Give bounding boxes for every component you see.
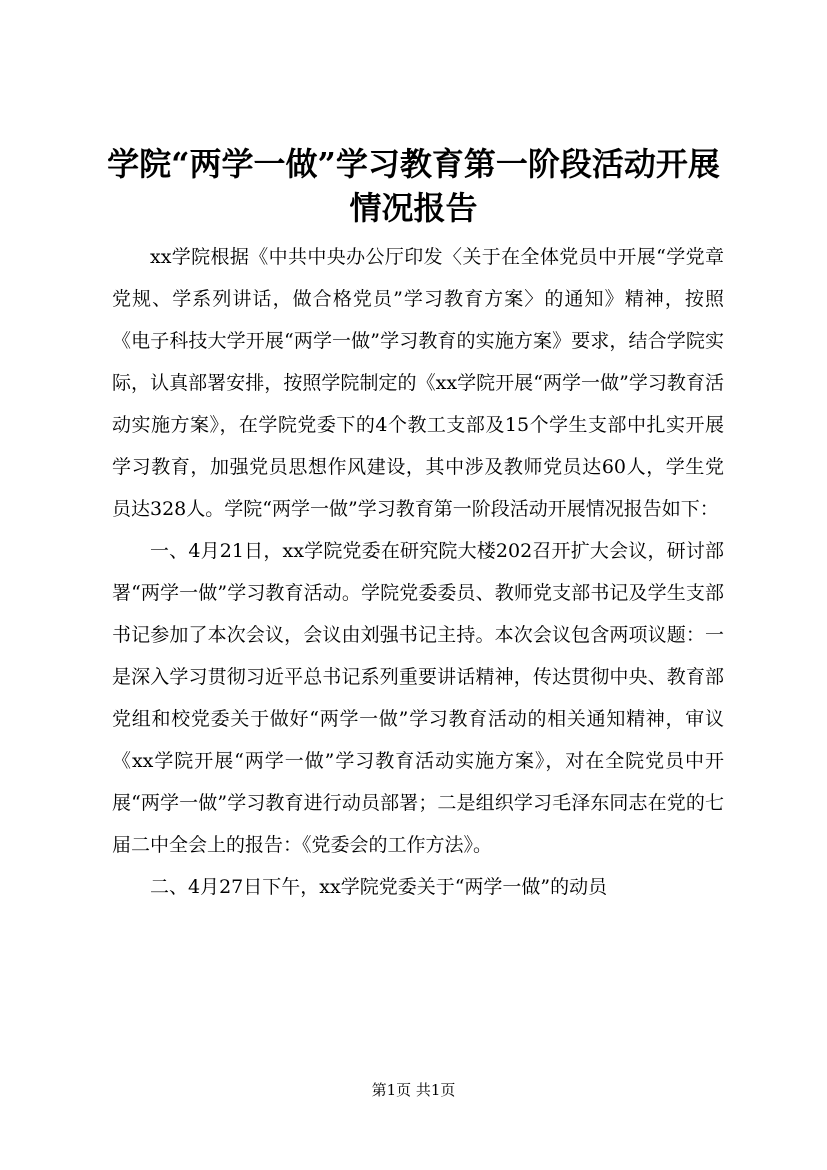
paragraph-intro: xx学院根据《中共中央办公厅印发〈关于在全体党员中开展“学党章党规、学系列讲话，做合格党员”学习教育方案〉的通知》精神，按照《电子科技大学开展“两学一做”学习教育的实施方案》要求，结合学院实际，认真部署安排，按照学院制定的《xx学院开展“两学一做”学习教育活动实施方案》，在学院党委下的4个教工支部及15个学生支部中扎实开展学习教育，加强党员思想作风建设，其中涉及教师党员达60人，学生党员达328人。学院“两学一做”学习教育第一阶段活动开展情况报告如下：: [112, 246, 724, 520]
page-number-footer: 第1页 共1页: [371, 1081, 456, 1099]
paragraph-section-2: 二、4月27日下午，xx学院党委关于“两学一做”的动员: [150, 876, 608, 898]
document-body: [112, 236, 724, 908]
document-title: 学院“两学一做”学习教育第一阶段活动开展情况报告: [107, 145, 720, 227]
paragraph-section-1: 一、4月21日，xx学院党委在研究院大楼202召开扩大会议，研讨部署“两学一做”学习教育活动。学院党委委员、教师党支部书记及学生支部书记参加了本次会议，会议由刘强书记主持。本次会议包含两项议题：一是深入学习贯彻习近平总书记系列重要讲话精神，传达贯彻中央、教育部党组和校党委关于做好“两学一做”学习教育活动的相关通知精神，审议《xx学院开展“两学一做”学习教育活动实施方案》，对在全院党员中开展“两学一做”学习教育进行动员部署；二是组织学习毛泽东同志在党的七届二中全会上的报告：《党委会的工作方法》。: [112, 540, 724, 856]
